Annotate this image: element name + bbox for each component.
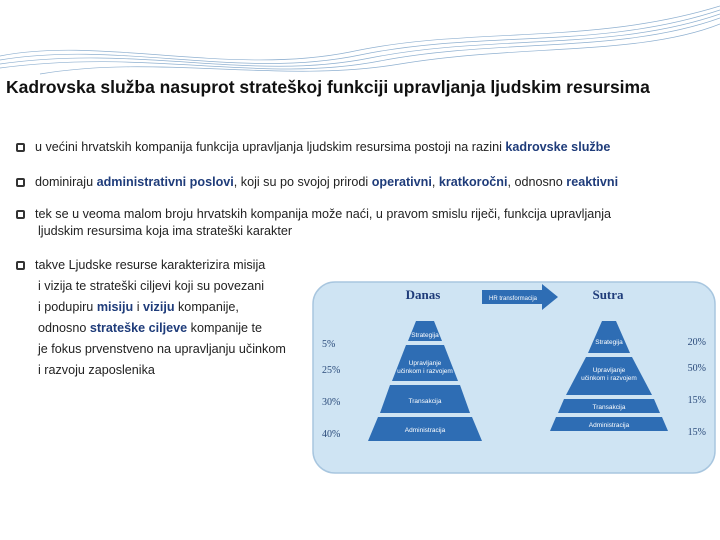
highlight-term: strateške ciljeve (89, 321, 188, 335)
bullet-strateski-karakter (16, 204, 706, 242)
bullet-kadrovska-sluzba (16, 137, 610, 158)
page-title: Kadrovska služba nasuprot strateškoj funkciji upravljanja ljudskim resursima (6, 77, 650, 97)
bullet-text: , odnosno (507, 175, 567, 189)
bullet-administrativni-poslovi (16, 172, 618, 193)
tomorrow-pct-administracija: 15% (687, 427, 706, 438)
tomorrow-label-administracija: Administracija (588, 422, 630, 429)
tomorrow-pct-strategija: 20% (687, 337, 706, 348)
diagram-panel (313, 282, 715, 473)
today-label-administracija: Administracija (404, 427, 446, 434)
diagram-left-title: Danas (405, 287, 441, 302)
highlight-term: misiju (96, 300, 134, 314)
today-pct-upravljanje: 25% (322, 365, 341, 376)
today-pct-strategija: 5% (322, 339, 336, 350)
bullet-text: u većini hrvatskih kompanija funkcija upravljanja ljudskim resursima postoji na razini (35, 140, 506, 154)
bullet-text: i razvoju zaposlenika (38, 363, 155, 377)
bullet-text-line: odnosno strateške ciljeve kompanije te (38, 321, 263, 335)
tomorrow-label-transakcija: Transakcija (592, 404, 626, 411)
bullet-text: ljudskim resursima koja ima strateški karakter (38, 224, 293, 238)
today-label-transakcija: Transakcija (408, 398, 442, 405)
bullet-text: takve Ljudske resurse karakterizira misija (35, 258, 266, 272)
highlight-term: operativni (371, 175, 432, 189)
bullet-text: i vizija te strateški ciljevi koji su povezani (38, 279, 265, 293)
highlight-term: viziju (143, 300, 175, 314)
today-label-upravljanje: Upravljanje učinkom i razvojem (397, 360, 453, 375)
highlight-term: reaktivni (566, 175, 619, 189)
today-label-strategija: Strategija (411, 332, 439, 339)
arrow-label: HR transformacija (488, 296, 538, 302)
tomorrow-pct-transakcija: 15% (687, 395, 706, 406)
bullet-text: je fokus prvenstveno na upravljanju učinkom (38, 342, 286, 356)
today-pct-transakcija: 30% (322, 397, 341, 408)
bullet-text-line: i podupiru misiju i viziju kompanije, (38, 300, 239, 314)
bullet-text: , (431, 175, 439, 189)
bullet-box-icon (16, 261, 25, 270)
decorative-waves (0, 0, 720, 80)
highlight-term: administrativni poslovi (96, 175, 234, 189)
bullet-box-icon (16, 143, 25, 152)
tomorrow-label-strategija: Strategija (595, 339, 623, 346)
tomorrow-label-upravljanje: Upravljanje učinkom i razvojem (581, 367, 637, 382)
tomorrow-pct-upravljanje: 50% (687, 363, 706, 374)
bullet-box-icon (16, 178, 25, 187)
bullet-text: tek se u veoma malom broju hrvatskih kompanija može naći, u pravom smislu riječi, funkcija upravljanja (35, 207, 612, 221)
today-pct-administracija: 40% (322, 429, 341, 440)
hr-transformation-diagram (312, 281, 716, 474)
bullet-box-icon (16, 210, 25, 219)
bullet-text: , koji su po svojoj prirodi (233, 175, 372, 189)
diagram-right-title: Sutra (592, 287, 624, 302)
highlight-term: kratkoročni (438, 175, 508, 189)
highlight-term: kadrovske službe (505, 140, 611, 154)
bullet-misija-vizija (16, 255, 316, 381)
bullet-text: dominiraju (35, 175, 97, 189)
